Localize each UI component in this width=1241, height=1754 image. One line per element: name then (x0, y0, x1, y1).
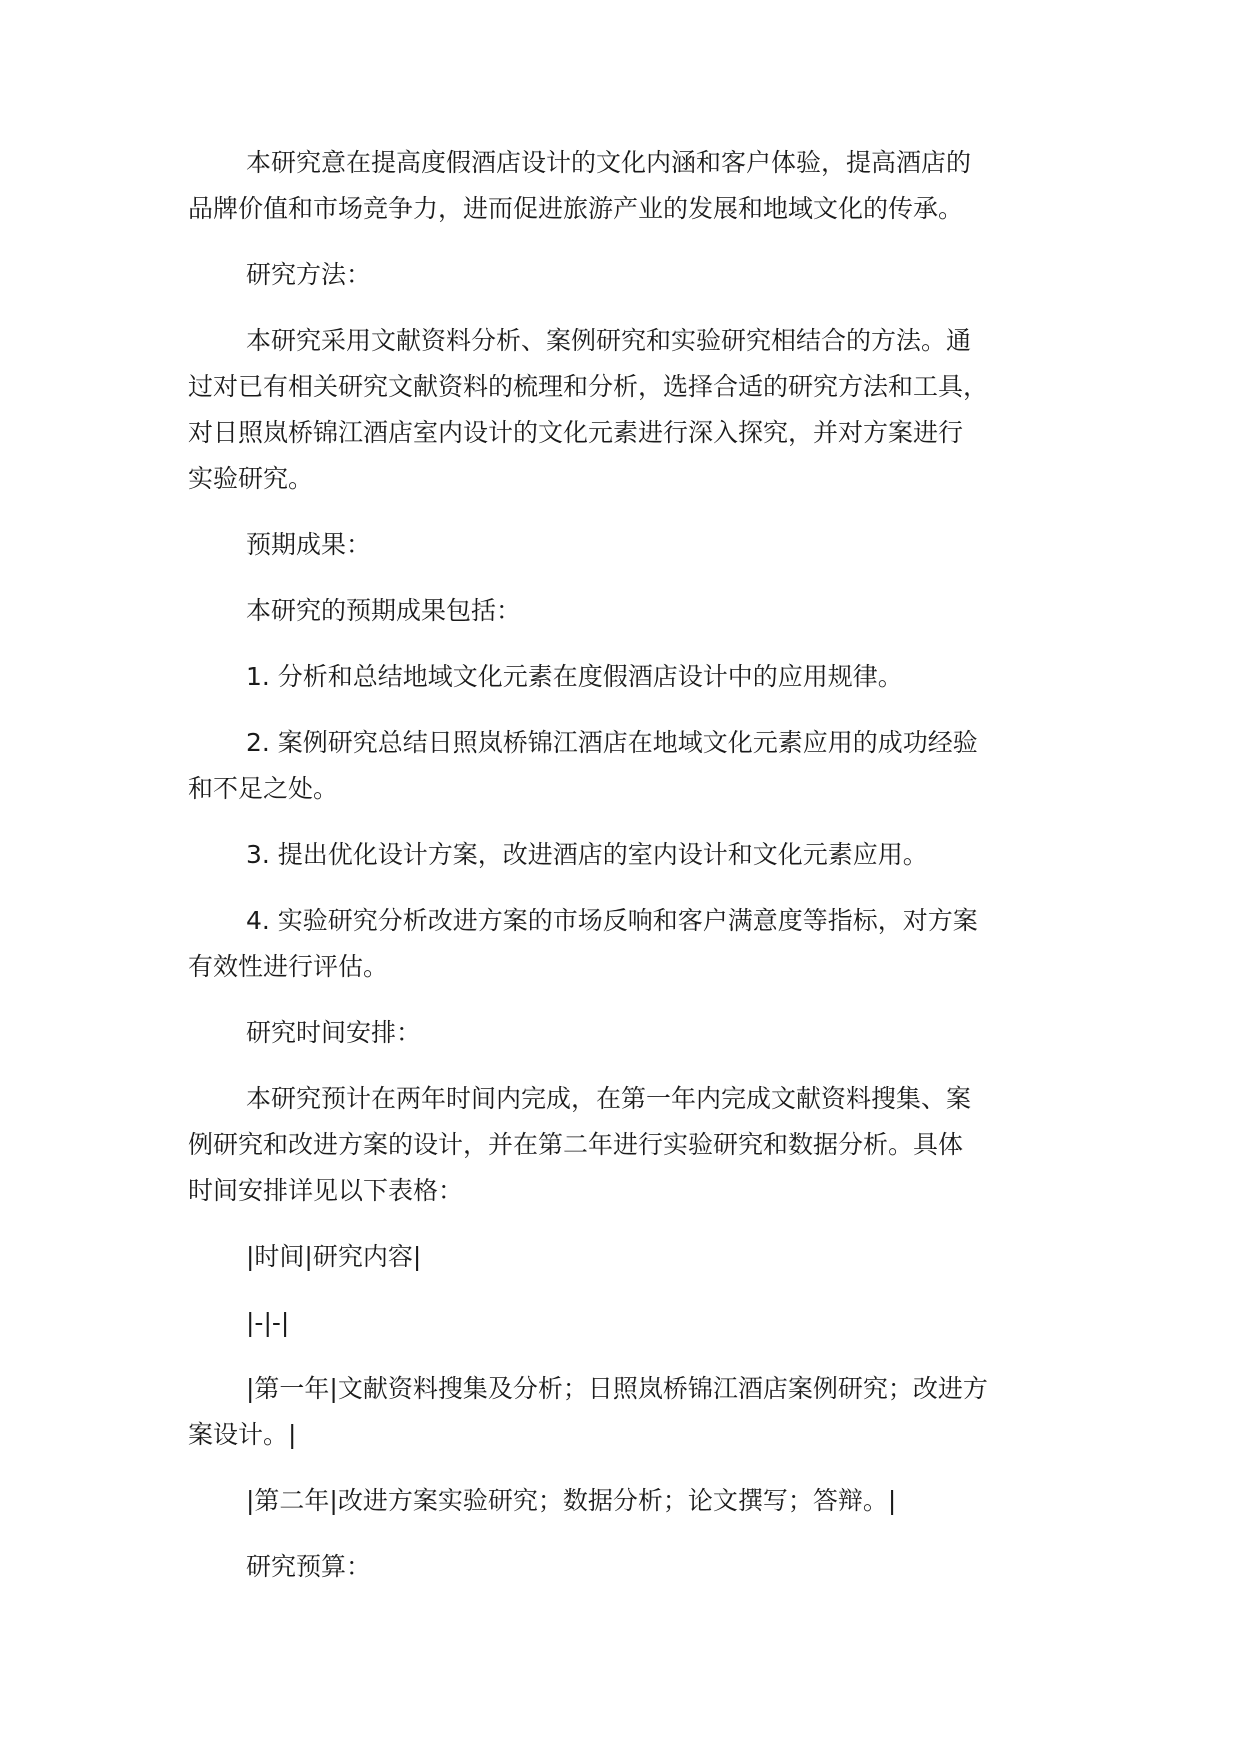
text-line: 和不足之处。 (188, 774, 339, 803)
paragraph-p8 (188, 832, 1068, 878)
text-line: 本研究预计在两年时间内完成，在第一年内完成文献资料搜集、案 (246, 1084, 972, 1113)
text-line: 研究方法： (246, 260, 372, 289)
text-line: 预期成果： (246, 530, 372, 559)
paragraph-p7 (188, 720, 1068, 812)
text-line: 案设计。| (188, 1420, 297, 1449)
text-line: |第一年|文献资料搜集及分析；日照岚桥锦江酒店案例研究；改进方 (246, 1374, 988, 1403)
paragraph-p6 (188, 654, 1068, 700)
text-line: 过对已有相关研究文献资料的梳理和分析，选择合适的研究方法和工具， (188, 372, 989, 401)
text-line: 有效性进行评估。 (188, 952, 389, 981)
text-line: 2. 案例研究总结日照岚桥锦江酒店在地域文化元素应用的成功经验 (246, 728, 978, 757)
text-line: 时间安排详见以下表格： (188, 1176, 464, 1205)
text-line: 3. 提出优化设计方案，改进酒店的室内设计和文化元素应用。 (246, 840, 928, 869)
paragraph-p11 (188, 1076, 1068, 1214)
text-line: 本研究的预期成果包括： (246, 596, 522, 625)
text-line: 研究时间安排： (246, 1018, 422, 1047)
text-line: 对日照岚桥锦江酒店室内设计的文化元素进行深入探究，并对方案进行 (188, 418, 964, 447)
paragraph-p2 (188, 252, 1068, 298)
paragraph-p1 (188, 140, 1068, 232)
text-line: |第二年|改进方案实验研究；数据分析；论文撰写；答辩。| (246, 1486, 897, 1515)
text-line: 本研究意在提高度假酒店设计的文化内涵和客户体验，提高酒店的 (246, 148, 972, 177)
paragraph-p4 (188, 522, 1068, 568)
paragraph-p9 (188, 898, 1068, 990)
paragraph-p5 (188, 588, 1068, 634)
text-line: 本研究采用文献资料分析、案例研究和实验研究相结合的方法。通 (246, 326, 972, 355)
paragraph-p16 (188, 1544, 1068, 1590)
text-line: 实验研究。 (188, 464, 314, 493)
text-line: 品牌价值和市场竞争力，进而促进旅游产业的发展和地域文化的传承。 (188, 194, 964, 223)
paragraph-p15 (188, 1478, 1068, 1524)
text-line: 4. 实验研究分析改进方案的市场反响和客户满意度等指标，对方案 (246, 906, 978, 935)
paragraph-p13 (188, 1300, 1068, 1346)
text-line: |时间|研究内容| (246, 1242, 422, 1271)
text-line: |-|-| (246, 1308, 290, 1337)
paragraph-p12 (188, 1234, 1068, 1280)
paragraph-p14 (188, 1366, 1068, 1458)
paragraph-p3 (188, 318, 1068, 502)
text-line: 例研究和改进方案的设计，并在第二年进行实验研究和数据分析。具体 (188, 1130, 964, 1159)
text-line: 1. 分析和总结地域文化元素在度假酒店设计中的应用规律。 (246, 662, 903, 691)
text-line: 研究预算： (246, 1552, 372, 1581)
paragraph-p10 (188, 1010, 1068, 1056)
document-body (188, 140, 1068, 1610)
